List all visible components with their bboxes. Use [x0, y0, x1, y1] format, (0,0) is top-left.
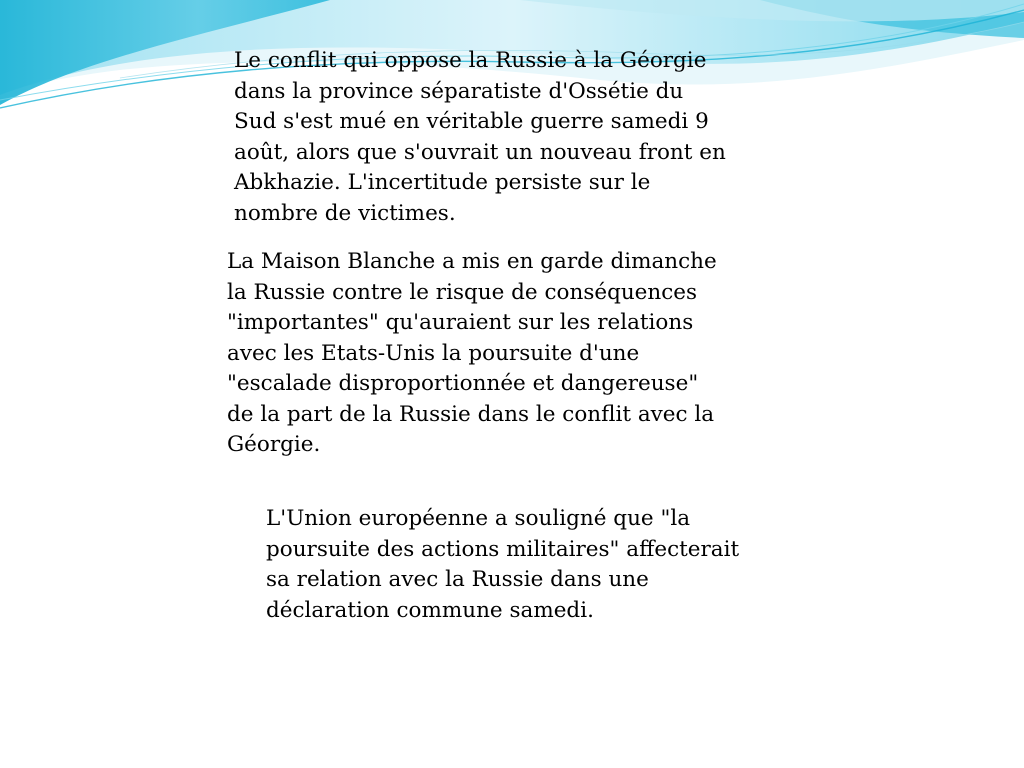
paragraph-white-house: La Maison Blanche a mis en garde dimanche la Russie contre le risque de conséquences "importantes" qu'auraient sur les relations avec les Etats-Unis la poursuite d'une "escalade disproportionnée et dangereuse" de la part de la Russie dans le conflit avec la Géorgie.	[227, 249, 717, 457]
paragraph-conflict: Le conflit qui oppose la Russie à la Géorgie dans la province séparatiste d'Ossétie du Sud s'est mué en véritable guerre samedi 9 août, alors que s'ouvrait un nouveau front en Abkhazie. L'incertitude persiste sur le nombre de victimes.	[234, 48, 726, 226]
paragraph-european-union: L'Union européenne a souligné que "la poursuite des actions militaires" affecterait sa relation avec la Russie dans une déclaration commune samedi.	[266, 506, 740, 623]
